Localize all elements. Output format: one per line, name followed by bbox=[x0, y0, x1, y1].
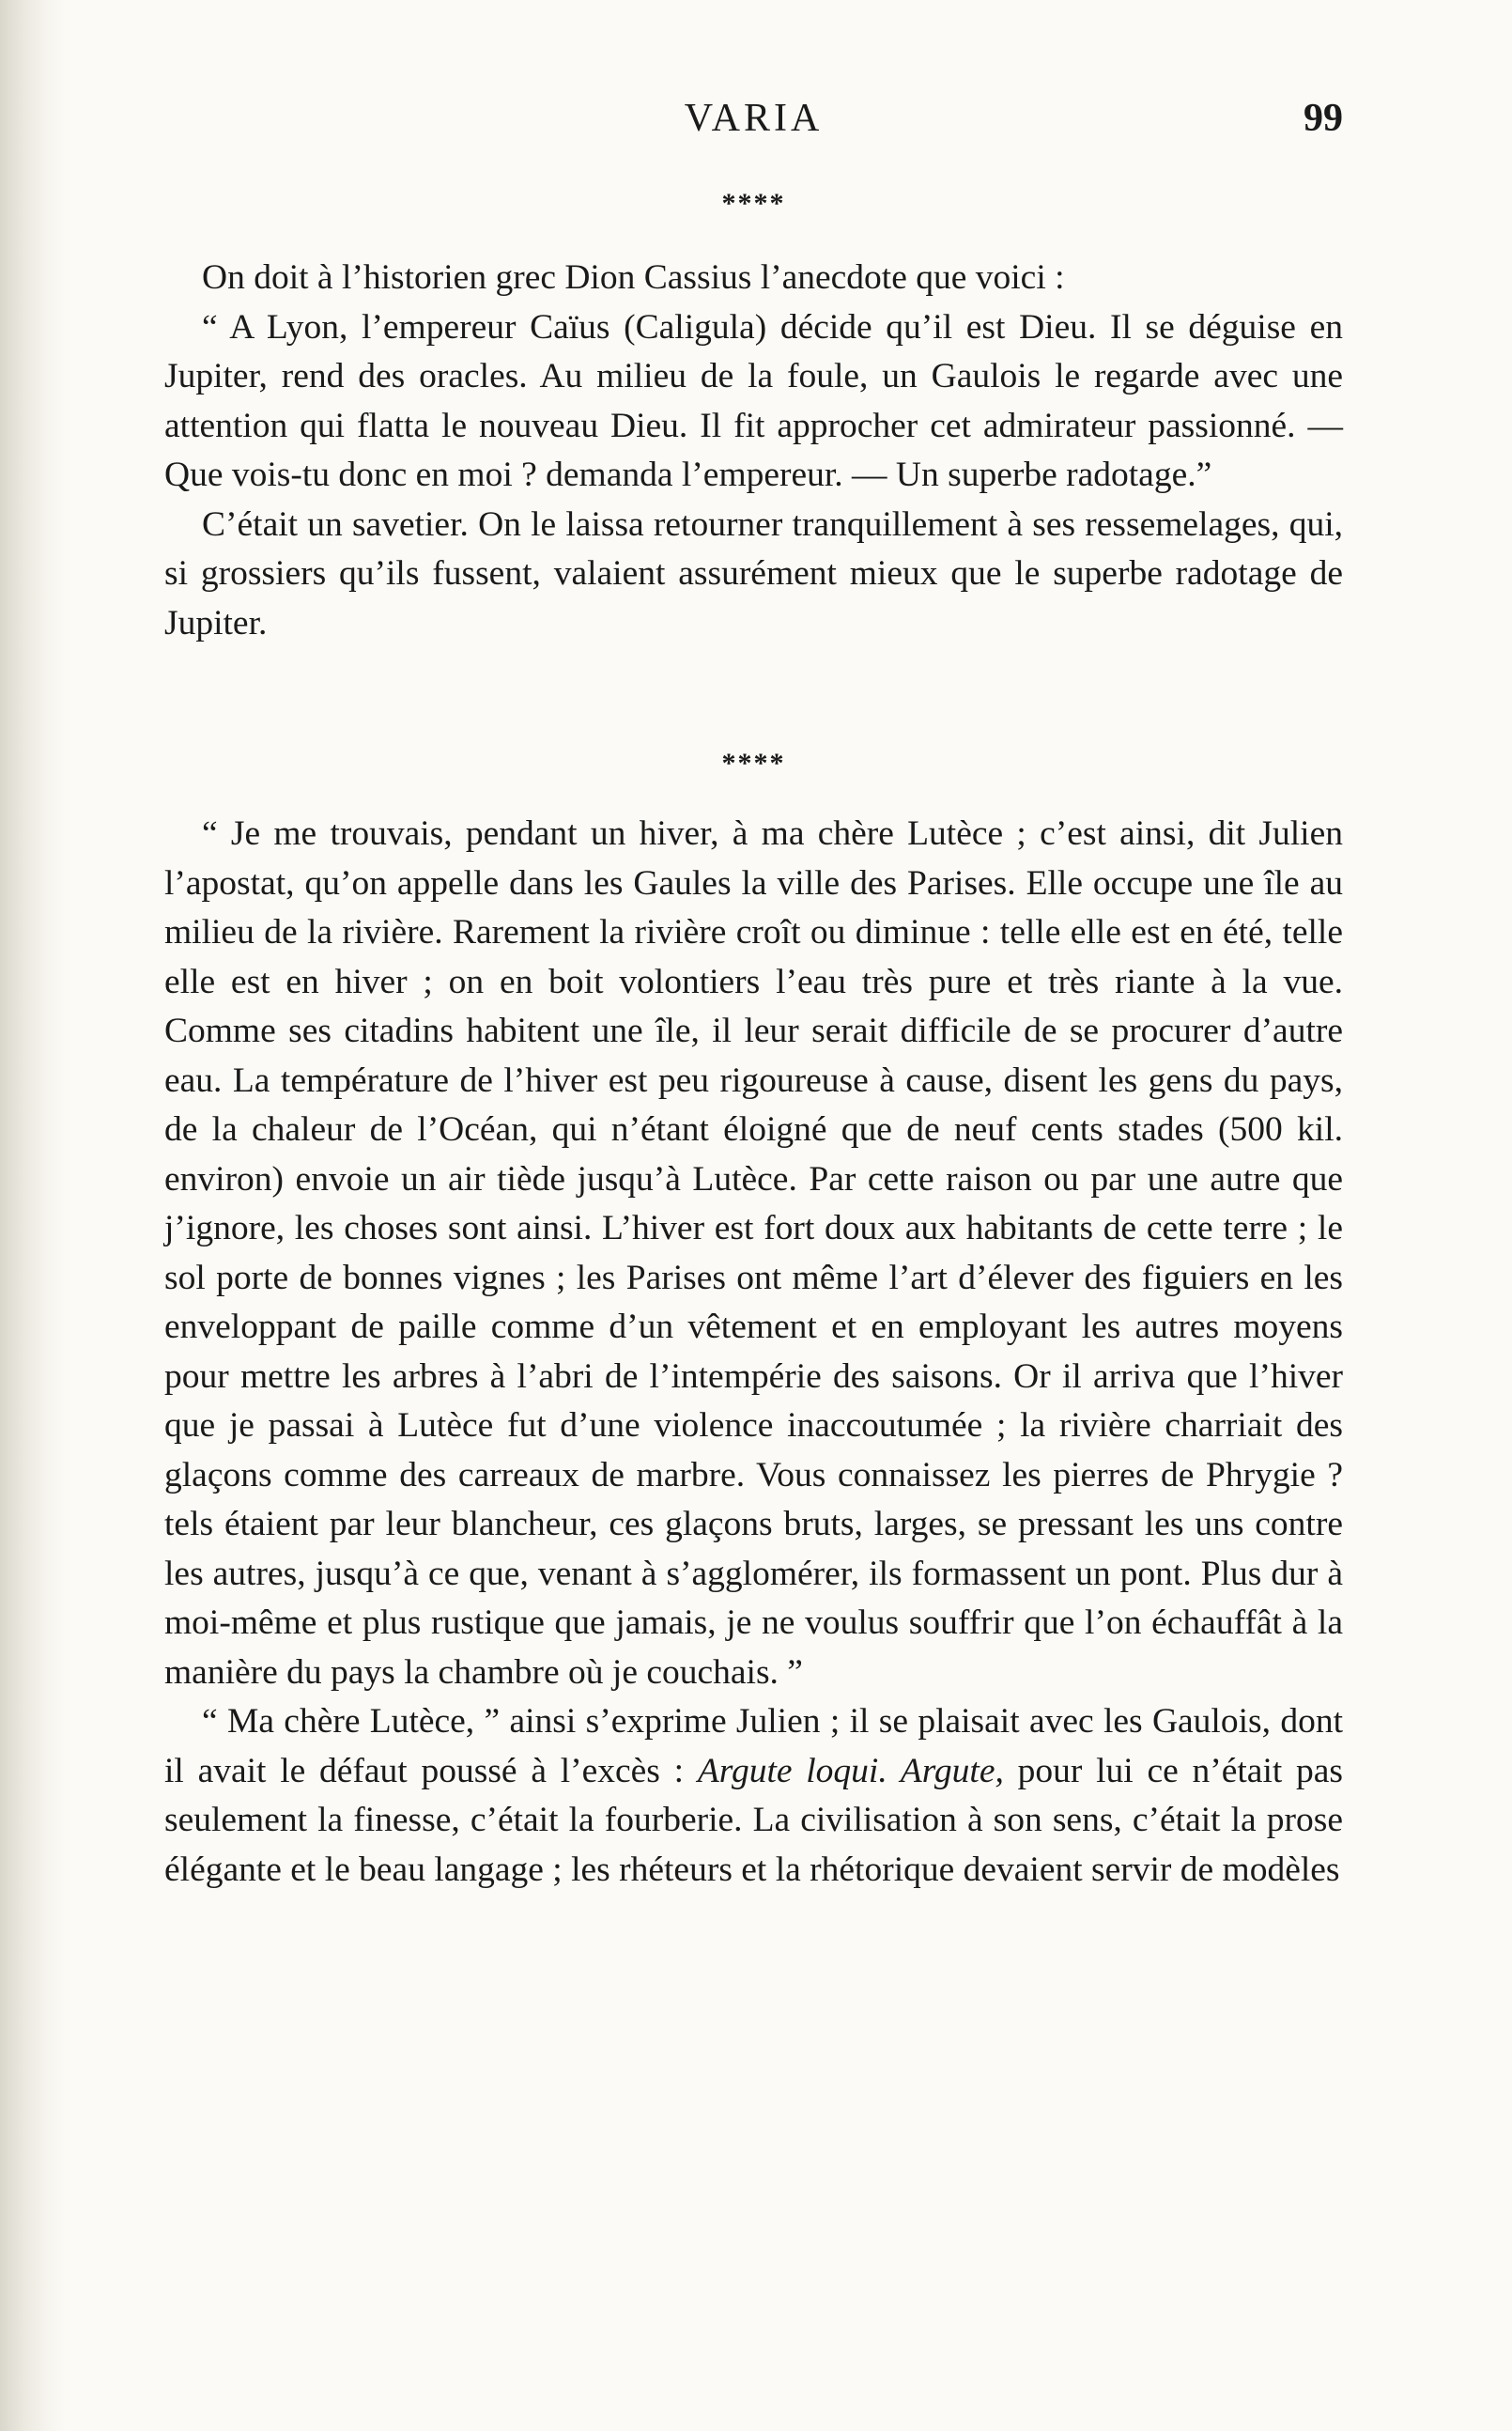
section-dion-cassius bbox=[164, 254, 1343, 648]
page-header bbox=[164, 96, 1343, 152]
page-number: 99 bbox=[1304, 97, 1343, 140]
paragraph: On doit à l’historien grec Dion Cassius l’anecdote que voici : bbox=[202, 258, 1065, 297]
latin-quote: Argute loqui. Argute, bbox=[697, 1751, 1004, 1790]
running-title: VARIA bbox=[684, 97, 824, 140]
book-page bbox=[164, 0, 1343, 2431]
section-separator: **** bbox=[721, 748, 786, 779]
paragraph bbox=[164, 1697, 1343, 1895]
paragraph: C’était un savetier. On le laissa retourner tranquillement à ses ressemelages, qui, si grossiers qu’ils fussent, valaient assurément mieux que le superbe radotage de Jupiter. bbox=[164, 504, 1343, 643]
paragraph: “ A Lyon, l’empereur Caïus (Caligula) décide qu’il est Dieu. Il se déguise en Jupiter, rend des oracles. Au milieu de la foule, un Gaulois le regarde avec une attention qui flatta le nouveau Dieu. Il fit approcher cet admirateur passionné. — Que vois-tu donc en moi ? demanda l’empereur. — Un superbe radotage.” bbox=[164, 307, 1343, 494]
section-julien-lutece bbox=[164, 810, 1343, 1895]
section-separator: **** bbox=[721, 188, 786, 219]
paragraph-text: pour lui ce n’était pas seulement la finesse, c’était la fourberie. La civilisation à son sens, c’était la prose élégante et le beau langage ; les rhéteurs et la rhétorique devaient servir de modèles bbox=[164, 1751, 1344, 1889]
paragraph-text: “ Ma chère Lutèce, ” ainsi s’exprime Julien ; il se plaisait avec les Gaulois, dont il avait le défaut poussé à l’excès : bbox=[164, 1702, 1343, 1790]
paragraph: “ Je me trouvais, pendant un hiver, à ma chère Lutèce ; c’est ainsi, dit Julien l’apostat, qu’on appelle dans les Gaules la ville des Parises. Elle occupe une île au milieu de la rivière. Rarement la rivière croît ou diminue : telle elle est en été, telle elle est en hiver ; on en boit volontiers l’eau très pure et très riante à la vue. Comme ses citadins habitent une île, il leur serait difficile de se procurer d’autre eau. La température de l’hiver est peu rigoureuse à cause, disent les gens du pays, de la chaleur de l’Océan, qui n’étant éloigné que de neuf cents stades (500 kil. environ) envoie un air tiède jusqu’à Lutèce. Par cette raison ou par une autre que j’ignore, les choses sont ainsi. L’hiver est fort doux aux habitants de cette terre ; le sol porte de bonnes vignes ; les Parises ont même l’art d’élever des figuiers en les enveloppant de paille comme d’un vêtement et en employant les autres moyens pour mettre les arbres à l’abri de l’intempérie des saisons. Or il arriva que l’hiver que je passai à Lutèce fut d’une violence inaccoutumée ; la rivière charriait des glaçons comme des carreaux de marbre. Vous connaissez les pierres de Phrygie ? tels étaient par leur blancheur, ces glaçons bruts, larges, se pressant les uns contre les autres, jusqu’à ce que, venant à s’agglomérer, ils formassent un pont. Plus dur à moi-même et plus rustique que jamais, je ne voulus souffrir que l’on échauffât à la manière du pays la chambre où je couchais. ” bbox=[164, 814, 1343, 1692]
page-binding-edge bbox=[0, 0, 66, 2431]
